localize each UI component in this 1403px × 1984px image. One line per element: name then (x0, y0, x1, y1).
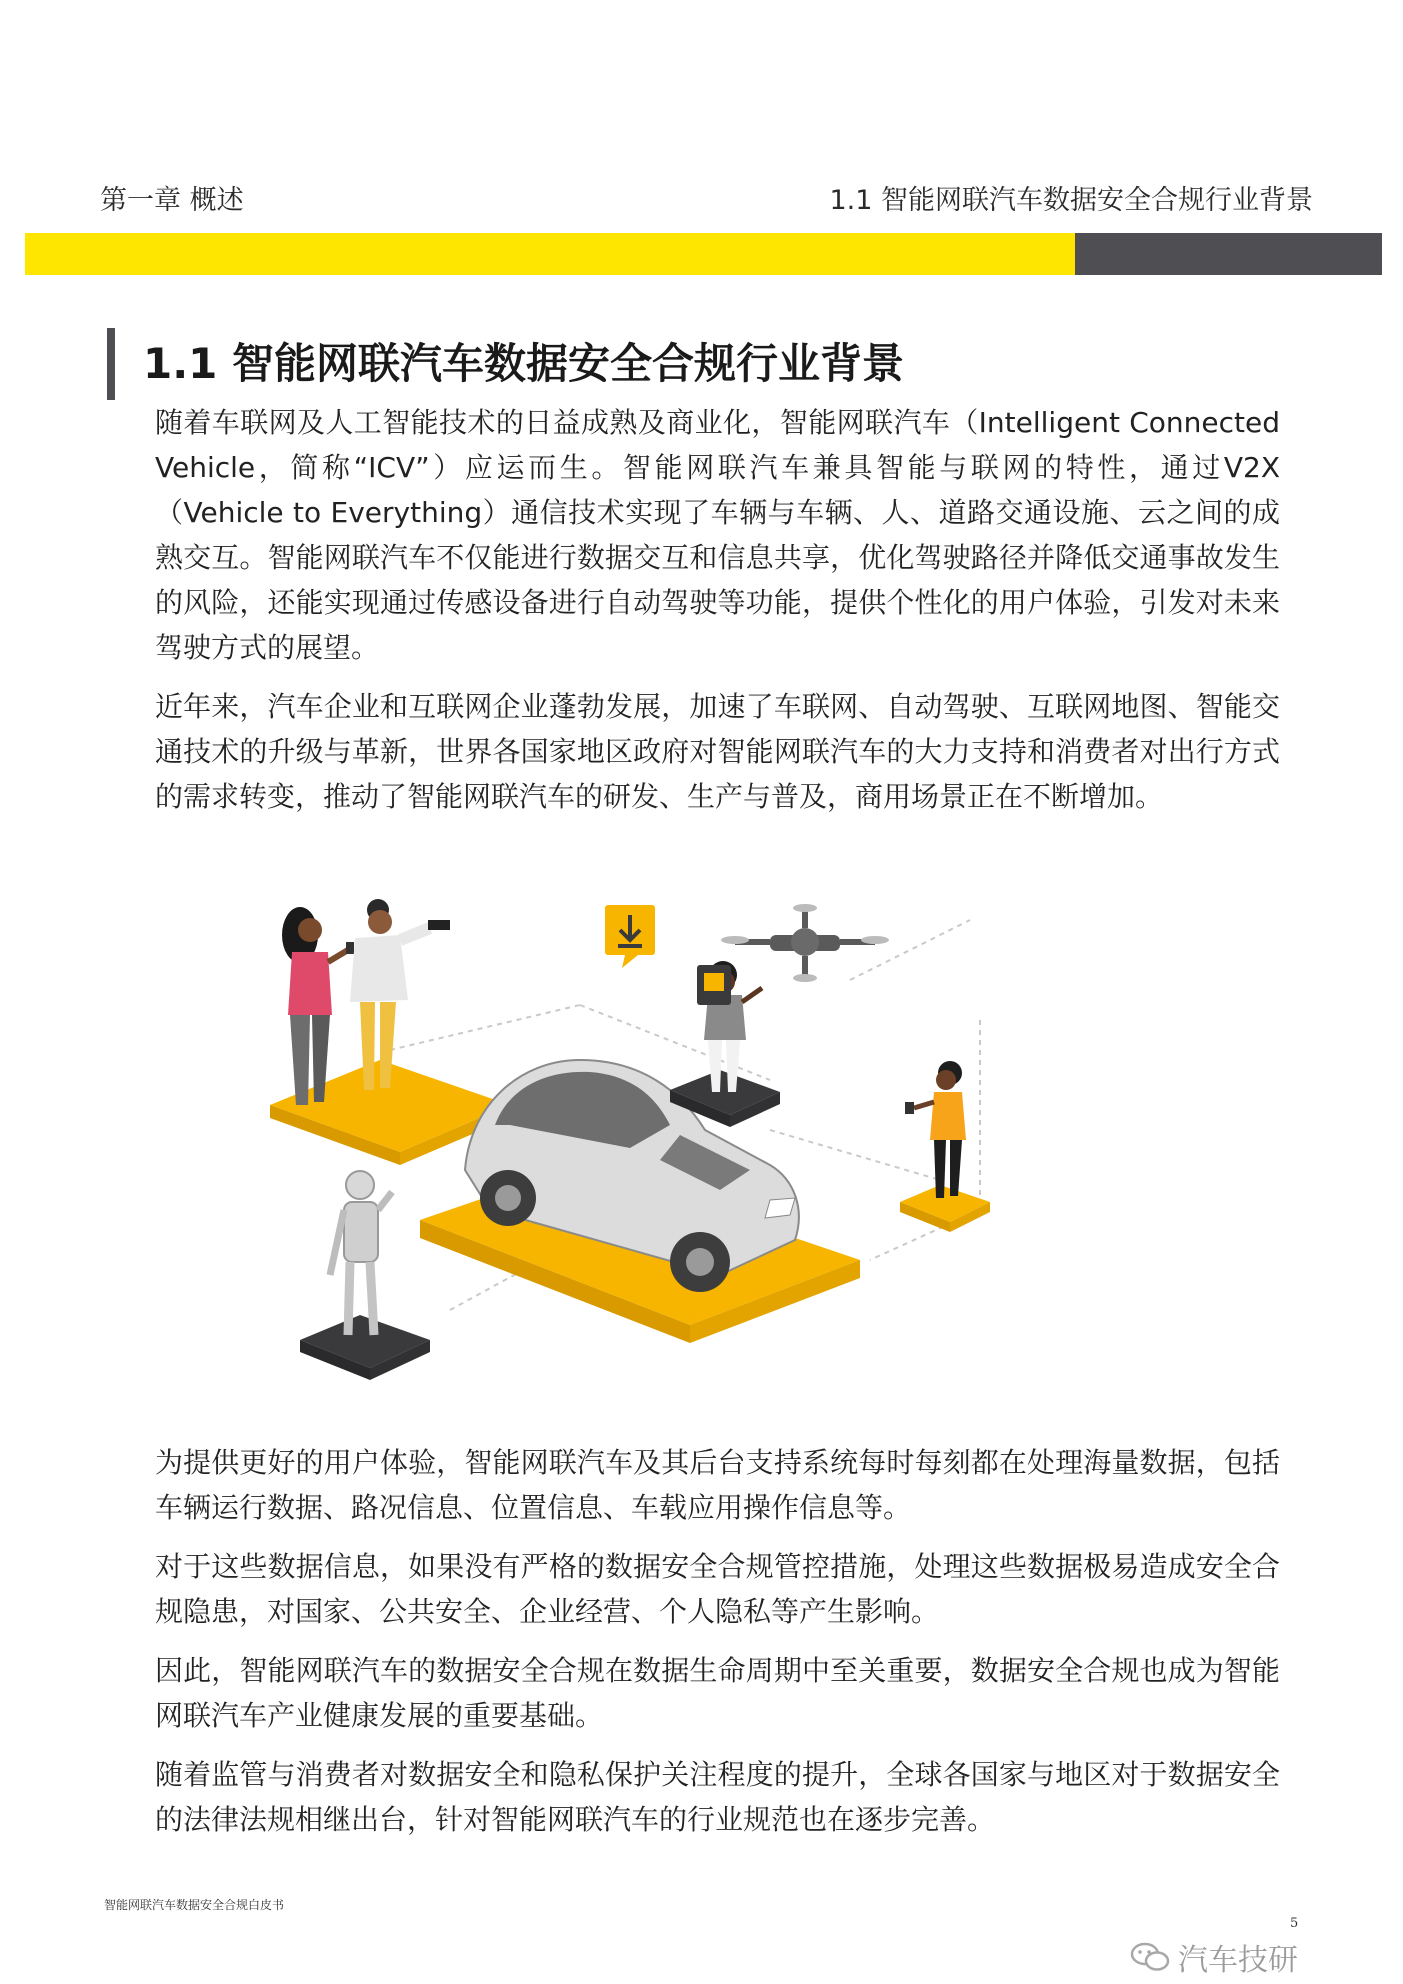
page-number: 5 (1290, 1916, 1299, 1931)
paragraph: 对于这些数据信息，如果没有严格的数据安全合规管控措施，处理这些数据极易造成安全合规隐患，对国家、公共安全、企业经营、个人隐私等产生影响。 (155, 1550, 1280, 1628)
drone-icon (721, 904, 889, 982)
paragraph: 随着监管与消费者对数据安全和隐私保护关注程度的提升，全球各国家与地区对于数据安全的法律法规相继出台，针对智能网联汽车的行业规范也在逐步完善。 (155, 1758, 1280, 1836)
gray-band (1075, 233, 1382, 275)
yellow-band (25, 233, 1075, 275)
watermark (1130, 1935, 1298, 1979)
running-header (100, 178, 1313, 218)
paragraph: 随着车联网及人工智能技术的日益成熟及商业化，智能网联汽车（Intelligent Connected Vehicle，简称“ICV”）应运而生。智能网联汽车兼具智能与联网的特性，通过V2X（Vehicle to Everything）通信技术实现了车辆与车辆、人、道路交通设施、云之间的成熟交互。智能网联汽车不仅能进行数据交互和信息共享，优化驾驶路径并降低交通事故发生的风险，还能实现通过传感设备进行自动驾驶等功能，提供个性化的用户体验，引发对未来驾驶方式的展望。 (155, 406, 1280, 664)
section-label: 1.1 智能网联汽车数据安全合规行业背景 (829, 185, 1313, 216)
woman-right-platform-group (900, 1061, 990, 1232)
robot-platform-group (300, 1171, 430, 1380)
body-text-bottom (155, 1440, 1280, 1856)
connected-vehicle-illustration (250, 880, 1100, 1410)
body-text-top (155, 400, 1280, 833)
section-title: 1.1 智能网联汽车数据安全合规行业背景 (107, 328, 904, 400)
paragraph: 因此，智能网联汽车的数据安全合规在数据生命周期中至关重要，数据安全合规也成为智能网联汽车产业健康发展的重要基础。 (155, 1654, 1280, 1732)
watermark-text: 汽车技研 (1178, 1943, 1298, 1978)
paragraph: 近年来，汽车企业和互联网企业蓬勃发展，加速了车联网、自动驾驶、互联网地图、智能交通技术的升级与革新，世界各国家地区政府对智能网联汽车的大力支持和消费者对出行方式的需求转变，推动了智能网联汽车的研发、生产与普及，商用场景正在不断增加。 (155, 690, 1280, 813)
footer-doc-title: 智能网联汽车数据安全合规白皮书 (104, 1898, 285, 1912)
paragraph: 为提供更好的用户体验，智能网联汽车及其后台支持系统每时每刻都在处理海量数据，包括车辆运行数据、路况信息、位置信息、车载应用操作信息等。 (155, 1446, 1280, 1524)
chapter-label: 第一章 概述 (100, 185, 244, 216)
header-color-band (25, 233, 1382, 275)
wechat-icon (1130, 1940, 1170, 1974)
left-platform-group (270, 899, 510, 1165)
